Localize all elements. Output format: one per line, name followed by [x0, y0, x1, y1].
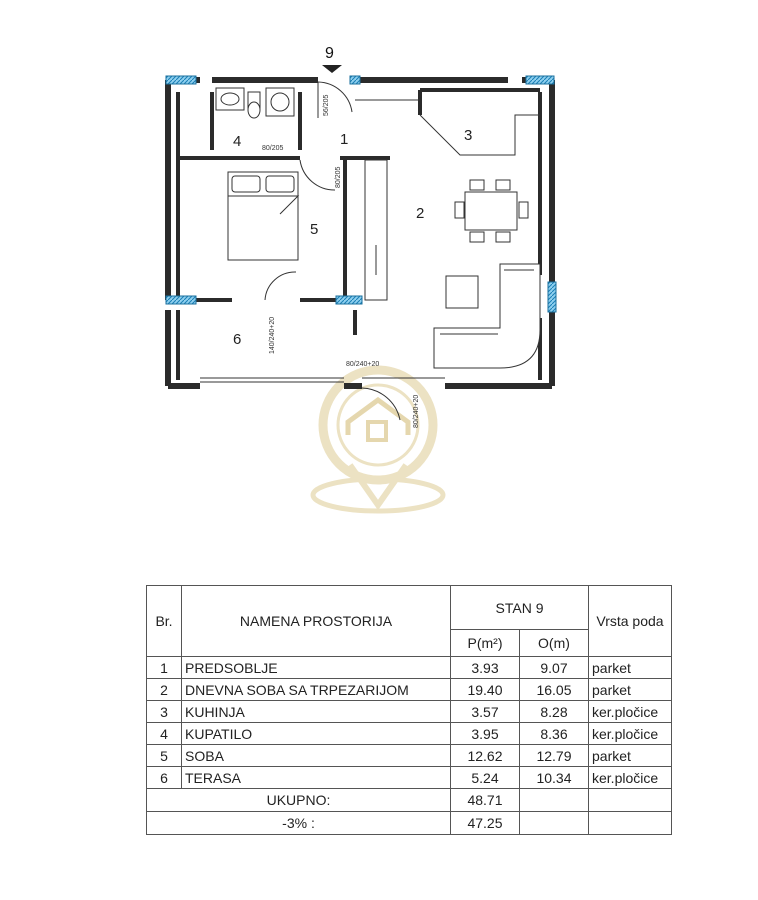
floor-type: parket [589, 745, 672, 767]
row-number: 2 [147, 679, 182, 701]
room-area: 19.40 [451, 679, 520, 701]
room-name: DNEVNA SOBA SA TRPEZARIJOM [182, 679, 451, 701]
reduced-total-row [147, 812, 672, 835]
table-header-row [147, 586, 672, 630]
room-3-label: 3 [464, 127, 473, 144]
door-dimension: 80/240+20 [413, 394, 420, 428]
column-header-area: P(m²) [451, 630, 520, 657]
room-area: 12.62 [451, 745, 520, 767]
room-perimeter: 8.28 [520, 701, 589, 723]
dining-table [455, 180, 528, 242]
room-area: 3.57 [451, 701, 520, 723]
table-row [147, 679, 672, 701]
room-area: 3.93 [451, 657, 520, 679]
entrance-arrow-icon [322, 65, 342, 73]
column-header-name: NAMENA PROSTORIJA [182, 586, 451, 657]
room-perimeter: 10.34 [520, 767, 589, 789]
row-number: 1 [147, 657, 182, 679]
room-perimeter: 12.79 [520, 745, 589, 767]
room-area: 5.24 [451, 767, 520, 789]
total-label: UKUPNO: [147, 789, 451, 812]
column-header-perimeter: O(m) [520, 630, 589, 657]
column-header-br: Br. [147, 586, 182, 657]
door-dimension: 80/240+20 [346, 361, 380, 368]
door-dimension: 80/205 [335, 166, 342, 188]
reduced-total-label: -3% : [147, 812, 451, 835]
floor-type: parket [589, 679, 672, 701]
floor-type: ker.pločice [589, 701, 672, 723]
room-perimeter: 16.05 [520, 679, 589, 701]
door-dimension: 80/205 [262, 145, 284, 152]
total-area: 48.71 [451, 789, 520, 812]
room-4-label: 4 [233, 133, 242, 150]
watermark-logo [313, 370, 443, 511]
door-dimension: 140/240+20 [269, 316, 276, 354]
room-5-label: 5 [310, 221, 319, 238]
bed [228, 172, 298, 260]
room-perimeter: 9.07 [520, 657, 589, 679]
door-dimension: 56/205 [323, 94, 330, 116]
room-1-label: 1 [340, 131, 349, 148]
room-area: 3.95 [451, 723, 520, 745]
room-perimeter: 8.36 [520, 723, 589, 745]
table-row [147, 745, 672, 767]
sofa [434, 264, 540, 368]
row-number: 6 [147, 767, 182, 789]
floor-type: ker.pločice [589, 767, 672, 789]
floor-type: ker.pločice [589, 723, 672, 745]
room-name: KUHINJA [182, 701, 451, 723]
floor-type: parket [589, 657, 672, 679]
row-number: 3 [147, 701, 182, 723]
column-header-floor: Vrsta poda [589, 586, 672, 657]
room-6-label: 6 [233, 331, 242, 348]
reduced-total-area: 47.25 [451, 812, 520, 835]
table-row [147, 657, 672, 679]
table-row [147, 701, 672, 723]
column-header-unit: STAN 9 [451, 586, 589, 630]
room-name: KUPATILO [182, 723, 451, 745]
row-number: 4 [147, 723, 182, 745]
room-name: PREDSOBLJE [182, 657, 451, 679]
room-name: TERASA [182, 767, 451, 789]
room-2-label: 2 [416, 205, 425, 222]
row-number: 5 [147, 745, 182, 767]
unit-number-label: 9 [325, 45, 334, 62]
bathroom-fixtures [216, 88, 294, 118]
room-name: SOBA [182, 745, 451, 767]
table-row [147, 767, 672, 789]
total-row [147, 789, 672, 812]
table-row [147, 723, 672, 745]
room-area-table [146, 585, 672, 835]
